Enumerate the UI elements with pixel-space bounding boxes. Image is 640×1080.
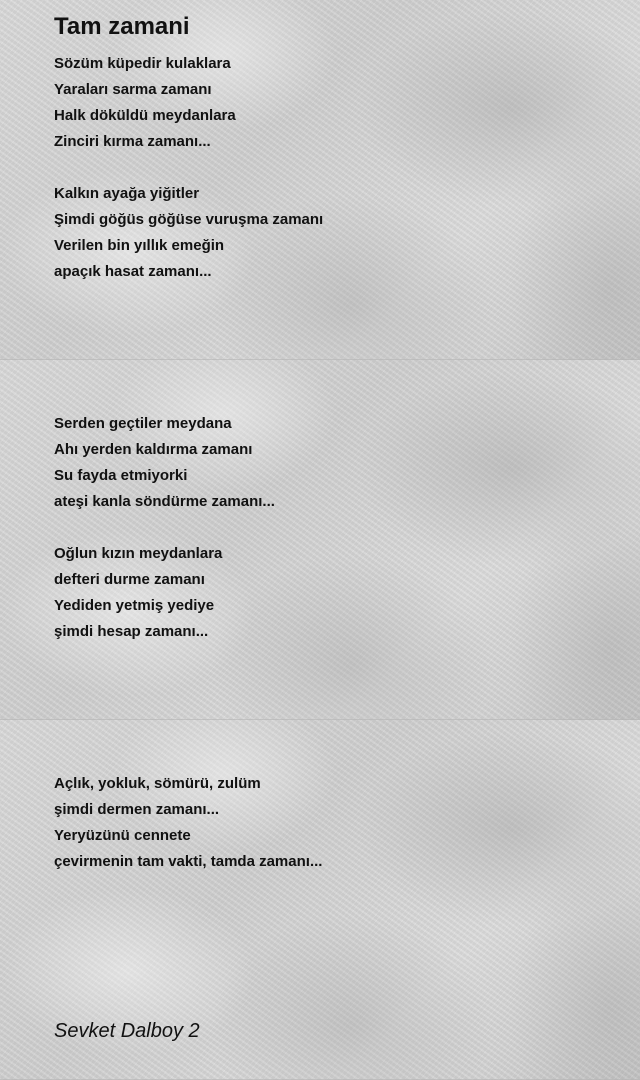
stanza-3: [54, 411, 275, 515]
poem-line: çevirmenin tam vakti, tamda zamanı...: [54, 853, 323, 870]
poem-line: şimdi dermen zamanı...: [54, 801, 220, 818]
poem-line: Kalkın ayağa yiğitler: [54, 185, 200, 202]
poem-line: Yaraları sarma zamanı: [54, 81, 212, 98]
poem-line: Sözüm küpedir kulaklara: [54, 55, 231, 72]
poem-line: Oğlun kızın meydanlara: [54, 545, 223, 562]
poem-line: apaçık hasat zamanı...: [54, 263, 212, 280]
poem-line: Yeryüzünü cennete: [54, 827, 191, 844]
poem-panel-3: [0, 720, 640, 1080]
poem-line: Serden geçtiler meydana: [54, 415, 232, 432]
poem-title: Tam zamani: [54, 13, 190, 40]
poem-line: defteri durme zamanı: [54, 571, 205, 588]
stanza-2: [54, 181, 323, 285]
poem-line: Verilen bin yıllık emeğin: [54, 237, 225, 254]
poem-line: Su fayda etmiyorki: [54, 467, 188, 484]
poem-line: ateşi kanla söndürme zamanı...: [54, 493, 275, 510]
poem-line: Açlık, yokluk, sömürü, zulüm: [54, 775, 261, 792]
poem-line: Ahı yerden kaldırma zamanı: [54, 441, 253, 458]
poem-line: şimdi hesap zamanı...: [54, 623, 209, 640]
poem-line: Zinciri kırma zamanı...: [54, 133, 211, 150]
poem-author: Sevket Dalboy 2: [54, 1020, 200, 1042]
poem-line: Yediden yetmiş yediye: [54, 597, 215, 614]
poem-panel-2: [0, 360, 640, 720]
poem-line: Şimdi göğüs göğüse vuruşma zamanı: [54, 211, 324, 228]
poem-panel-1: [0, 0, 640, 360]
stanza-5: [54, 771, 322, 875]
stanza-1: [54, 51, 236, 155]
poem-line: Halk döküldü meydanlara: [54, 107, 236, 124]
stanza-4: [54, 541, 222, 645]
